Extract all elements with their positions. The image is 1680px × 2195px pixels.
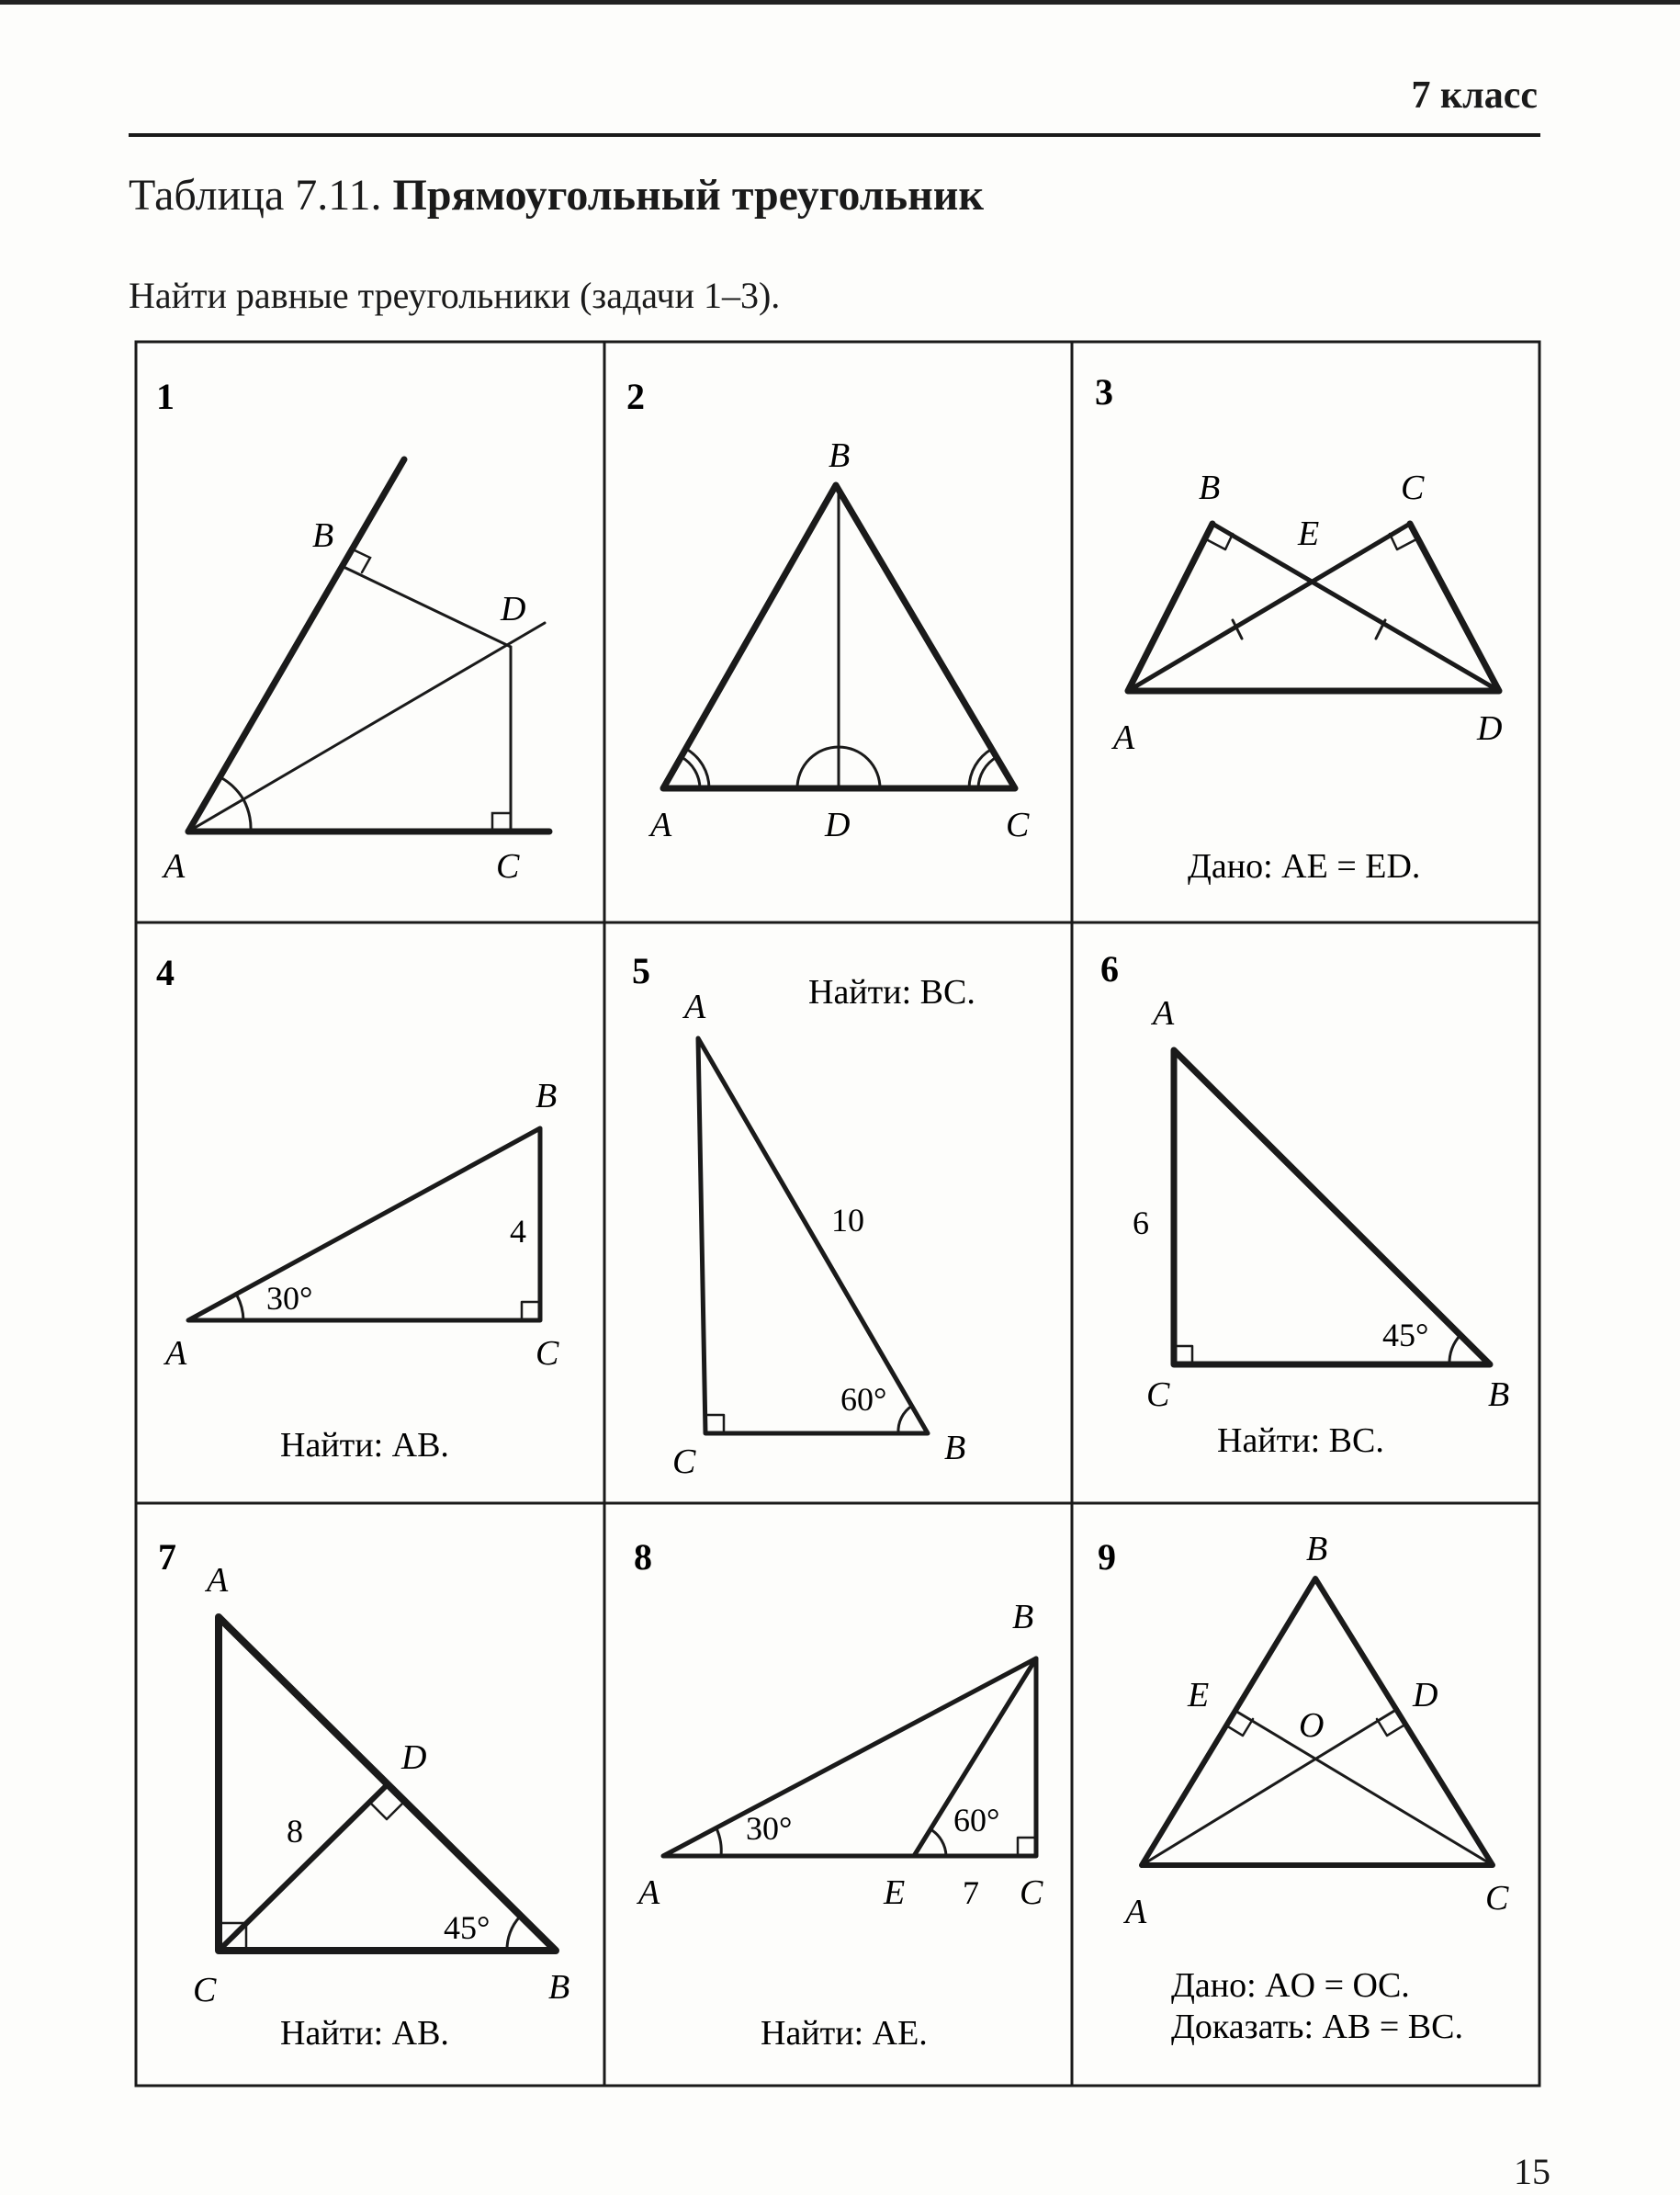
label-B: B [548,1968,570,2007]
label-B: B [944,1429,966,1467]
title-prefix: Таблица 7.11. [129,171,382,220]
label-A: A [1125,1893,1147,1931]
label-A: A [1113,718,1135,757]
given-text: Дано: AE = ED. [1188,847,1421,886]
side-value: 10 [831,1202,864,1239]
task-text: Найти: AB. [280,1426,449,1465]
label-C: C [1401,469,1425,507]
label-E: E [1298,515,1320,553]
problem-9 [1098,1530,1509,2046]
label-A: A [163,847,186,886]
label-C: C [496,847,520,886]
label-E: E [1188,1676,1210,1714]
label-A: A [650,806,672,844]
label-B: B [1488,1375,1510,1414]
side-value: 8 [287,1813,303,1850]
label-B: B [1199,469,1221,507]
given-text: Дано: AO = OC. [1171,1966,1410,2005]
problem-number: 4 [156,952,175,993]
problem-5 [632,950,975,1481]
label-A: A [684,988,706,1026]
title-main: Прямоугольный треугольник [392,171,985,220]
angle-value: 30° [266,1280,313,1317]
problem-number: 7 [158,1536,176,1578]
problem-number: 9 [1098,1536,1116,1578]
angle-value: 60° [840,1381,887,1418]
problem-number: 8 [634,1536,652,1578]
prove-text: Доказать: AB = BC. [1171,2008,1463,2046]
label-B: B [1306,1530,1328,1568]
problem-number: 3 [1095,371,1113,413]
label-C: C [1485,1879,1509,1918]
label-A: A [165,1334,187,1373]
label-C: C [672,1443,696,1481]
problem-6 [1100,948,1509,1460]
side-value: 6 [1133,1205,1149,1241]
label-C: C [1020,1873,1043,1912]
label-D: D [825,806,851,844]
angle-value: 45° [444,1909,490,1946]
problem-number: 2 [626,376,645,417]
label-O: O [1299,1706,1325,1745]
label-C: C [536,1334,559,1373]
task-text: Найти: AB. [280,2014,449,2053]
label-C: C [193,1971,217,2009]
problem-number: 6 [1100,948,1119,990]
label-D: D [501,590,526,628]
label-A: A [207,1561,229,1600]
label-B: B [312,516,334,555]
label-E: E [884,1873,906,1912]
angle2-value: 60° [953,1802,1000,1839]
label-B: B [1012,1598,1034,1636]
task-text: Найти: AE. [761,2014,928,2053]
label-B: B [536,1077,558,1115]
problem-number: 5 [632,950,650,991]
problem-4 [156,952,559,1465]
label-A: A [1153,994,1175,1033]
label-B: B [829,436,851,475]
task-text: Найти: BC. [1217,1421,1384,1460]
side-value: 7 [963,1874,979,1911]
label-D: D [1477,709,1503,748]
angle1-value: 30° [746,1810,793,1847]
problem-8 [634,1536,1043,2053]
problem-2 [626,376,1030,844]
page-number: 15 [1514,2151,1550,2192]
problem-number: 1 [156,376,175,417]
grade-header: 7 класс [1411,74,1538,117]
label-D: D [401,1738,427,1777]
problem-7 [158,1536,569,2053]
side-value: 4 [510,1213,526,1250]
task-text: Найти: BC. [808,973,975,1012]
angle-value: 45° [1382,1317,1429,1353]
problem-1 [156,376,549,886]
label-C: C [1146,1375,1170,1414]
problem-3 [1095,371,1502,886]
label-C: C [1006,806,1030,844]
intro-text: Найти равные треугольники (задачи 1–3). [129,275,781,316]
label-D: D [1413,1676,1438,1714]
label-A: A [638,1873,660,1912]
